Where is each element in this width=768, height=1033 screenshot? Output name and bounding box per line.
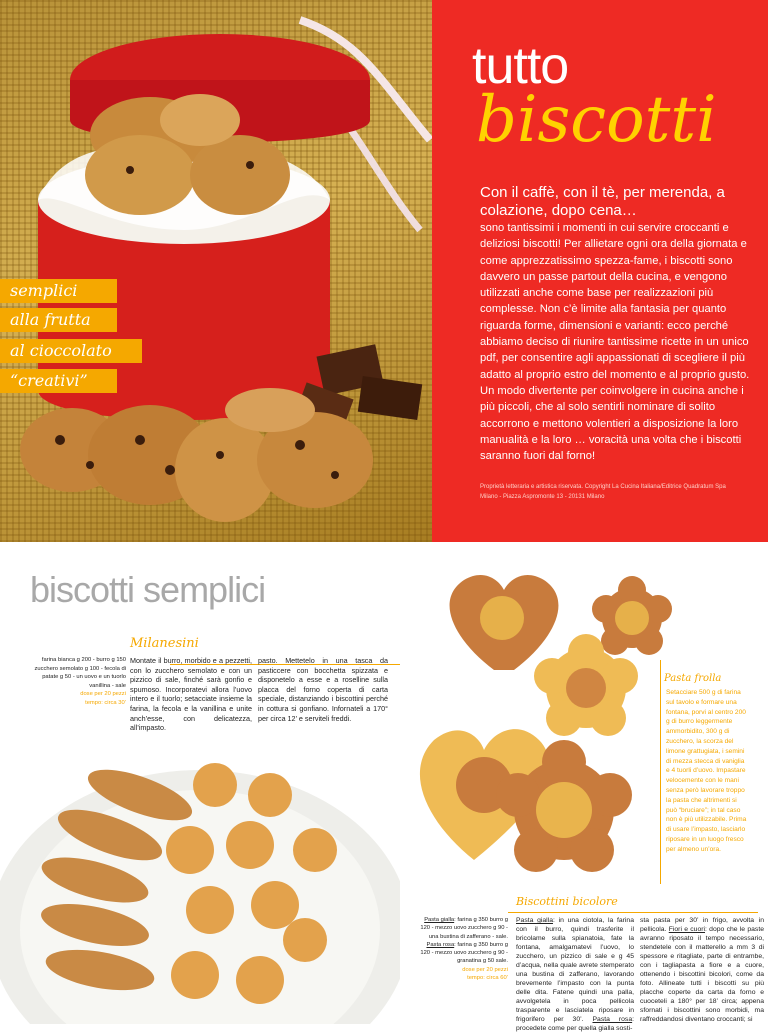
recipe-time: tempo: circa 30’ xyxy=(85,699,126,706)
recipe-title: Biscottini bicolore xyxy=(516,895,618,908)
sidebar-divider xyxy=(660,660,661,884)
recipe-text-col4 xyxy=(640,916,764,1024)
recipe-ingredients xyxy=(30,656,126,707)
step-label: Fiori e cuori xyxy=(668,926,706,933)
section-title: biscotti semplici xyxy=(30,569,266,610)
step-label: Pasta gialla xyxy=(516,917,553,924)
ingredients-list: farina bianca g 200 - burro g 150 zucchero semolato g 100 - fecola di patate g 50 - un uovo e un tuorlo vanillina - sale xyxy=(34,657,126,689)
hatbox-illustration xyxy=(0,0,432,542)
title-biscotti: biscotti xyxy=(476,83,717,157)
recipe-dose: dose per 20 pezzi xyxy=(462,966,508,973)
divider xyxy=(508,912,758,913)
recipe-time: tempo: circa 60’ xyxy=(467,975,508,982)
plate-cookies-photo xyxy=(0,740,400,1024)
plate-illustration xyxy=(0,740,400,1024)
recipe-text-col1: Montate il burro, morbido e a pezzetti, con lo zucchero semolato e con un pizzico di sale, finché sarà gonfio e spumoso. Incorporatevi allora l’uovo intero e il tuorlo; setacciate insieme la farina, la fecola e la vanillina e unite anch’esse, con delicatezza, all’impasto. xyxy=(130,656,252,733)
bicolor-cookies-illustration xyxy=(404,560,694,900)
intro-lead: Con il caffè, con il tè, per merenda, a colazione, dopo cena… xyxy=(480,184,725,219)
step-text: : in una ciotola, la farina con il burro, quindi trasferite il bricolame sulla spianatoia, fate la fontana, amalgamatevi l’uovo, lo zucchero, un pizzico di sale e g 45 d’acqua, nella quale avrete stemperato una bustina di zafferano, lavorando brevemente l’impasto con la punta delle dita. Fatene quindi una palla, avvolgetela in poca pellicola trasparente e lasciatela riposare in frigorifero per 30’. xyxy=(516,917,634,1023)
step-text: sta pasta per 30’ in frigo, avvolta in pellicola. xyxy=(640,917,764,933)
step-text: : dopo che le paste avranno riposato il tempo necessario, stendetele con il matterello a mm 3 di spessore e ritagliate, parte di entrambe, con i tagliapasta a fiore e a cuore, ottenendo i biscottini bicolori, come da foto. Allineate tutti i biscotti su più placche coperte da carta da forno e cuoceteli a 180° per 18’ circa; appena sfornati i biscottini sono morbidi, ma raffreddandosi diventano croccanti; si xyxy=(640,926,764,1023)
recipe-dose: dose per 20 pezzi xyxy=(80,691,126,697)
category-tag: alla frutta xyxy=(0,308,117,332)
step-text: : procedete come per quella gialla sosti- xyxy=(516,1016,634,1032)
recipe-text-col3 xyxy=(516,916,634,1033)
recipe-text-col2: pasto. Mettetelo in una tasca da pasticcere con bocchetta spizzata e disponetelo a esse e a roselline sulla placca del forno coperta di carta speciale, distanziando i biscottini perché in cottura si gonfiano. Infornateli a 170° per circa 12’ e serviteli freddi. xyxy=(258,656,388,723)
step-label: Pasta rosa xyxy=(592,1016,633,1023)
category-tag: semplici xyxy=(0,279,117,303)
bicolor-cookies-photo xyxy=(404,560,694,900)
category-tag: “creativi” xyxy=(0,369,117,393)
hatbox-cookies-photo xyxy=(0,0,432,542)
recipe-ingredients xyxy=(418,916,508,982)
copyright-notice: Proprietà letteraria e artistica riservata. Copyright La Cucina Italiana/Editrice Quadratum Spa Milano - Piazza Aspromonte 13 - 20131 Milano xyxy=(480,484,726,500)
sidebar-text: Setacciare 500 g di farina sul tavolo e formare una fontana, porvi al centro 200 g di burro leggermente ammorbidito, 300 g di zucchero, la scorza del limone grattugiata, i semini di mezza stecca di vaniglia e 4 tuorli d’uovo. Impastare velocemente con le mani senza però lavorare troppo la pasta che altrimenti si può “bruciare”; in tal caso non è più utilizzabile. Prima di usare l’impasto, lasciarlo riposare in un luogo fresco per almeno un’ora. xyxy=(666,689,747,853)
ingredients-label: Pasta rosa xyxy=(426,941,455,948)
recipe-title: Milanesini xyxy=(130,636,199,651)
ingredients-label: Pasta gialla xyxy=(424,917,455,923)
ingredients-list: : farina g 350 burro g 120 - mezzo uovo zucchero g 90 - granatina g 50 sale. xyxy=(420,941,508,965)
category-tag: al cioccolato xyxy=(0,339,142,363)
title-tutto: tutto xyxy=(472,37,569,95)
intro-body: sono tantissimi i momenti in cui servire croccanti e deliziosi biscotti! Per allietare ogni ora della giornata e come apprezzatissimo spezza-fame, i biscotti sono davvero un passe partout della cucina, e vengono utilizzati anche come base per realizzazioni più complesse. Non c’è limite alla fantasia per quanto riguarda forme, dimensioni e varianti: ecco perché abbiamo deciso di riunire tantissime ricette in un unico pdf, per consentire agli appassionati di scegliere il più adatto al proprio estro del momento e al proprio gusto. Un modo divertente per coinvolgere in cucina anche i più piccoli, che al solo sentirli nominare di solito accorrono e mettono volentieri a disposizione la loro manualità e la loro … voracità una volta che i biscotti saranno fuori dal forno! xyxy=(480,222,750,463)
ingredients-list: : farina g 350 burro g 120 - mezzo uovo zucchero g 90 - una bustina di zafferano - sale. xyxy=(420,917,508,940)
sidebar-title: Pasta frolla xyxy=(664,673,722,684)
